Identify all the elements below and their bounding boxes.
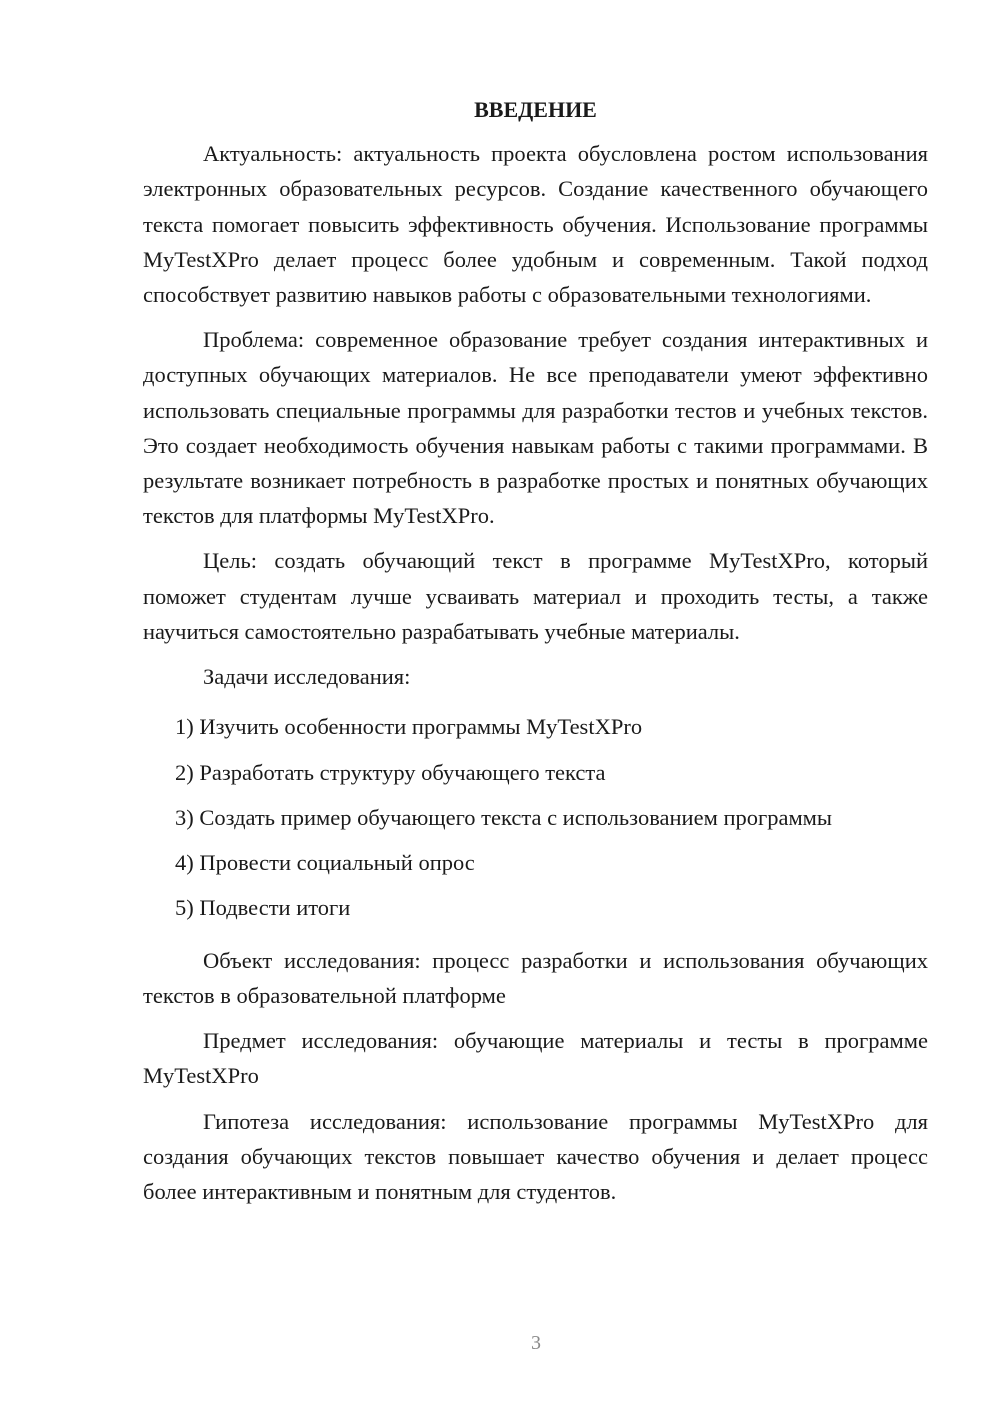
subject-paragraph: Предмет исследования: обучающие материалы и тесты в программе MyTestXPro [143, 1028, 928, 1089]
page-content [143, 92, 928, 1219]
object-paragraph: Объект исследования: процесс разработки и использования обучающих текстов в образовательной платформе [143, 947, 928, 1008]
page-number: 3 [531, 1332, 541, 1354]
tasks-list [143, 704, 928, 930]
task-item: 2) Разработать структуру обучающего текста [175, 759, 606, 785]
task-item: 5) Подвести итоги [175, 895, 351, 921]
relevance-paragraph: Актуальность: актуальность проекта обусловлена ростом использования электронных образовательных ресурсов. Создание качественного обучающего текста помогает повысить эффективность обучения. Использование программы MyTestXPro делает процесс более удобным и современным. Такой подход способствует развитию навыков работы с образовательными технологиями. [143, 141, 928, 308]
hypothesis-paragraph: Гипотеза исследования: использование программы MyTestXPro для создания обучающих текстов повышает качество обучения и делает процесс более интерактивным и понятным для студентов. [143, 1108, 928, 1204]
tasks-heading: Задачи исследования: [203, 664, 411, 690]
task-item: 1) Изучить особенности программы MyTestXPro [175, 714, 643, 740]
section-title: ВВЕДЕНИЕ [474, 97, 597, 122]
task-item: 3) Создать пример обучающего текста с использованием программы [175, 804, 833, 830]
task-item: 4) Провести социальный опрос [175, 850, 475, 876]
problem-paragraph: Проблема: современное образование требует создания интерактивных и доступных обучающих материалов. Не все преподаватели умеют эффективно использовать специальные программы для разработки тестов и учебных текстов. Это создает необходимость обучения навыкам работы с такими программами. В результате возникает потребность в разработке простых и понятных обучающих текстов для платформы MyTestXPro. [143, 327, 928, 529]
goal-paragraph: Цель: создать обучающий текст в программе MyTestXPro, который поможет студентам лучше усваивать материал и проходить тесты, а также научиться самостоятельно разрабатывать учебные материалы. [143, 548, 928, 644]
